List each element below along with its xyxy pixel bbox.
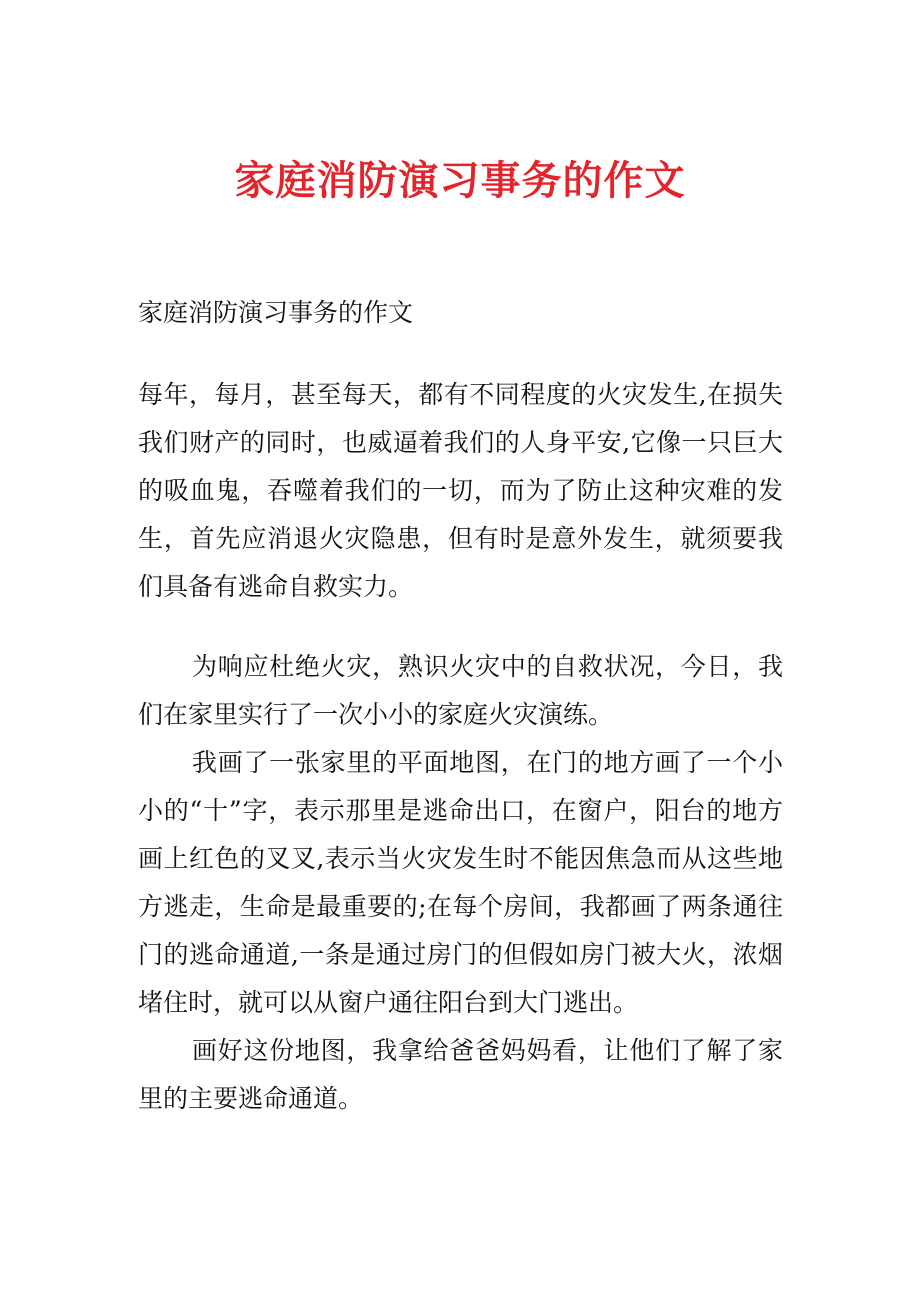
- document-body: [138, 289, 783, 1123]
- paragraph-3: 我画了一张家里的平面地图，在门的地方画了一个小小的“十”字，表示那里是逃命出口，在窗户，阳台的地方画上红色的叉叉,表示当火灾发生时不能因焦急而从这些地方逃走，生命是最重要的;在每个房间，我都画了两条通往门的逃命通道,一条是通过房门的但假如房门被大火，浓烟堵住时，就可以从窗户通往阳台到大门逃出。: [138, 748, 783, 1017]
- paragraph-1: 每年，每月，甚至每天，都有不同程度的火灾发生,在损失我们财产的同时，也威逼着我们的人身平安,它像一只巨大的吸血鬼，吞噬着我们的一切，而为了防止这种灾难的发生，首先应消退火灾隐患，但有时是意外发生，就须要我们具备有逃命自救实力。: [138, 380, 783, 601]
- paragraph-2: 为响应杜绝火灾，熟识火灾中的自救状况，今日，我们在家里实行了一次小小的家庭火灾演练。: [138, 652, 783, 729]
- page-title: 家庭消防演习事务的作文: [234, 156, 686, 204]
- paragraph-4: 画好这份地图，我拿给爸爸妈妈看，让他们了解了家里的主要逃命通道。: [138, 1036, 783, 1113]
- document-subtitle: 家庭消防演习事务的作文: [138, 298, 414, 327]
